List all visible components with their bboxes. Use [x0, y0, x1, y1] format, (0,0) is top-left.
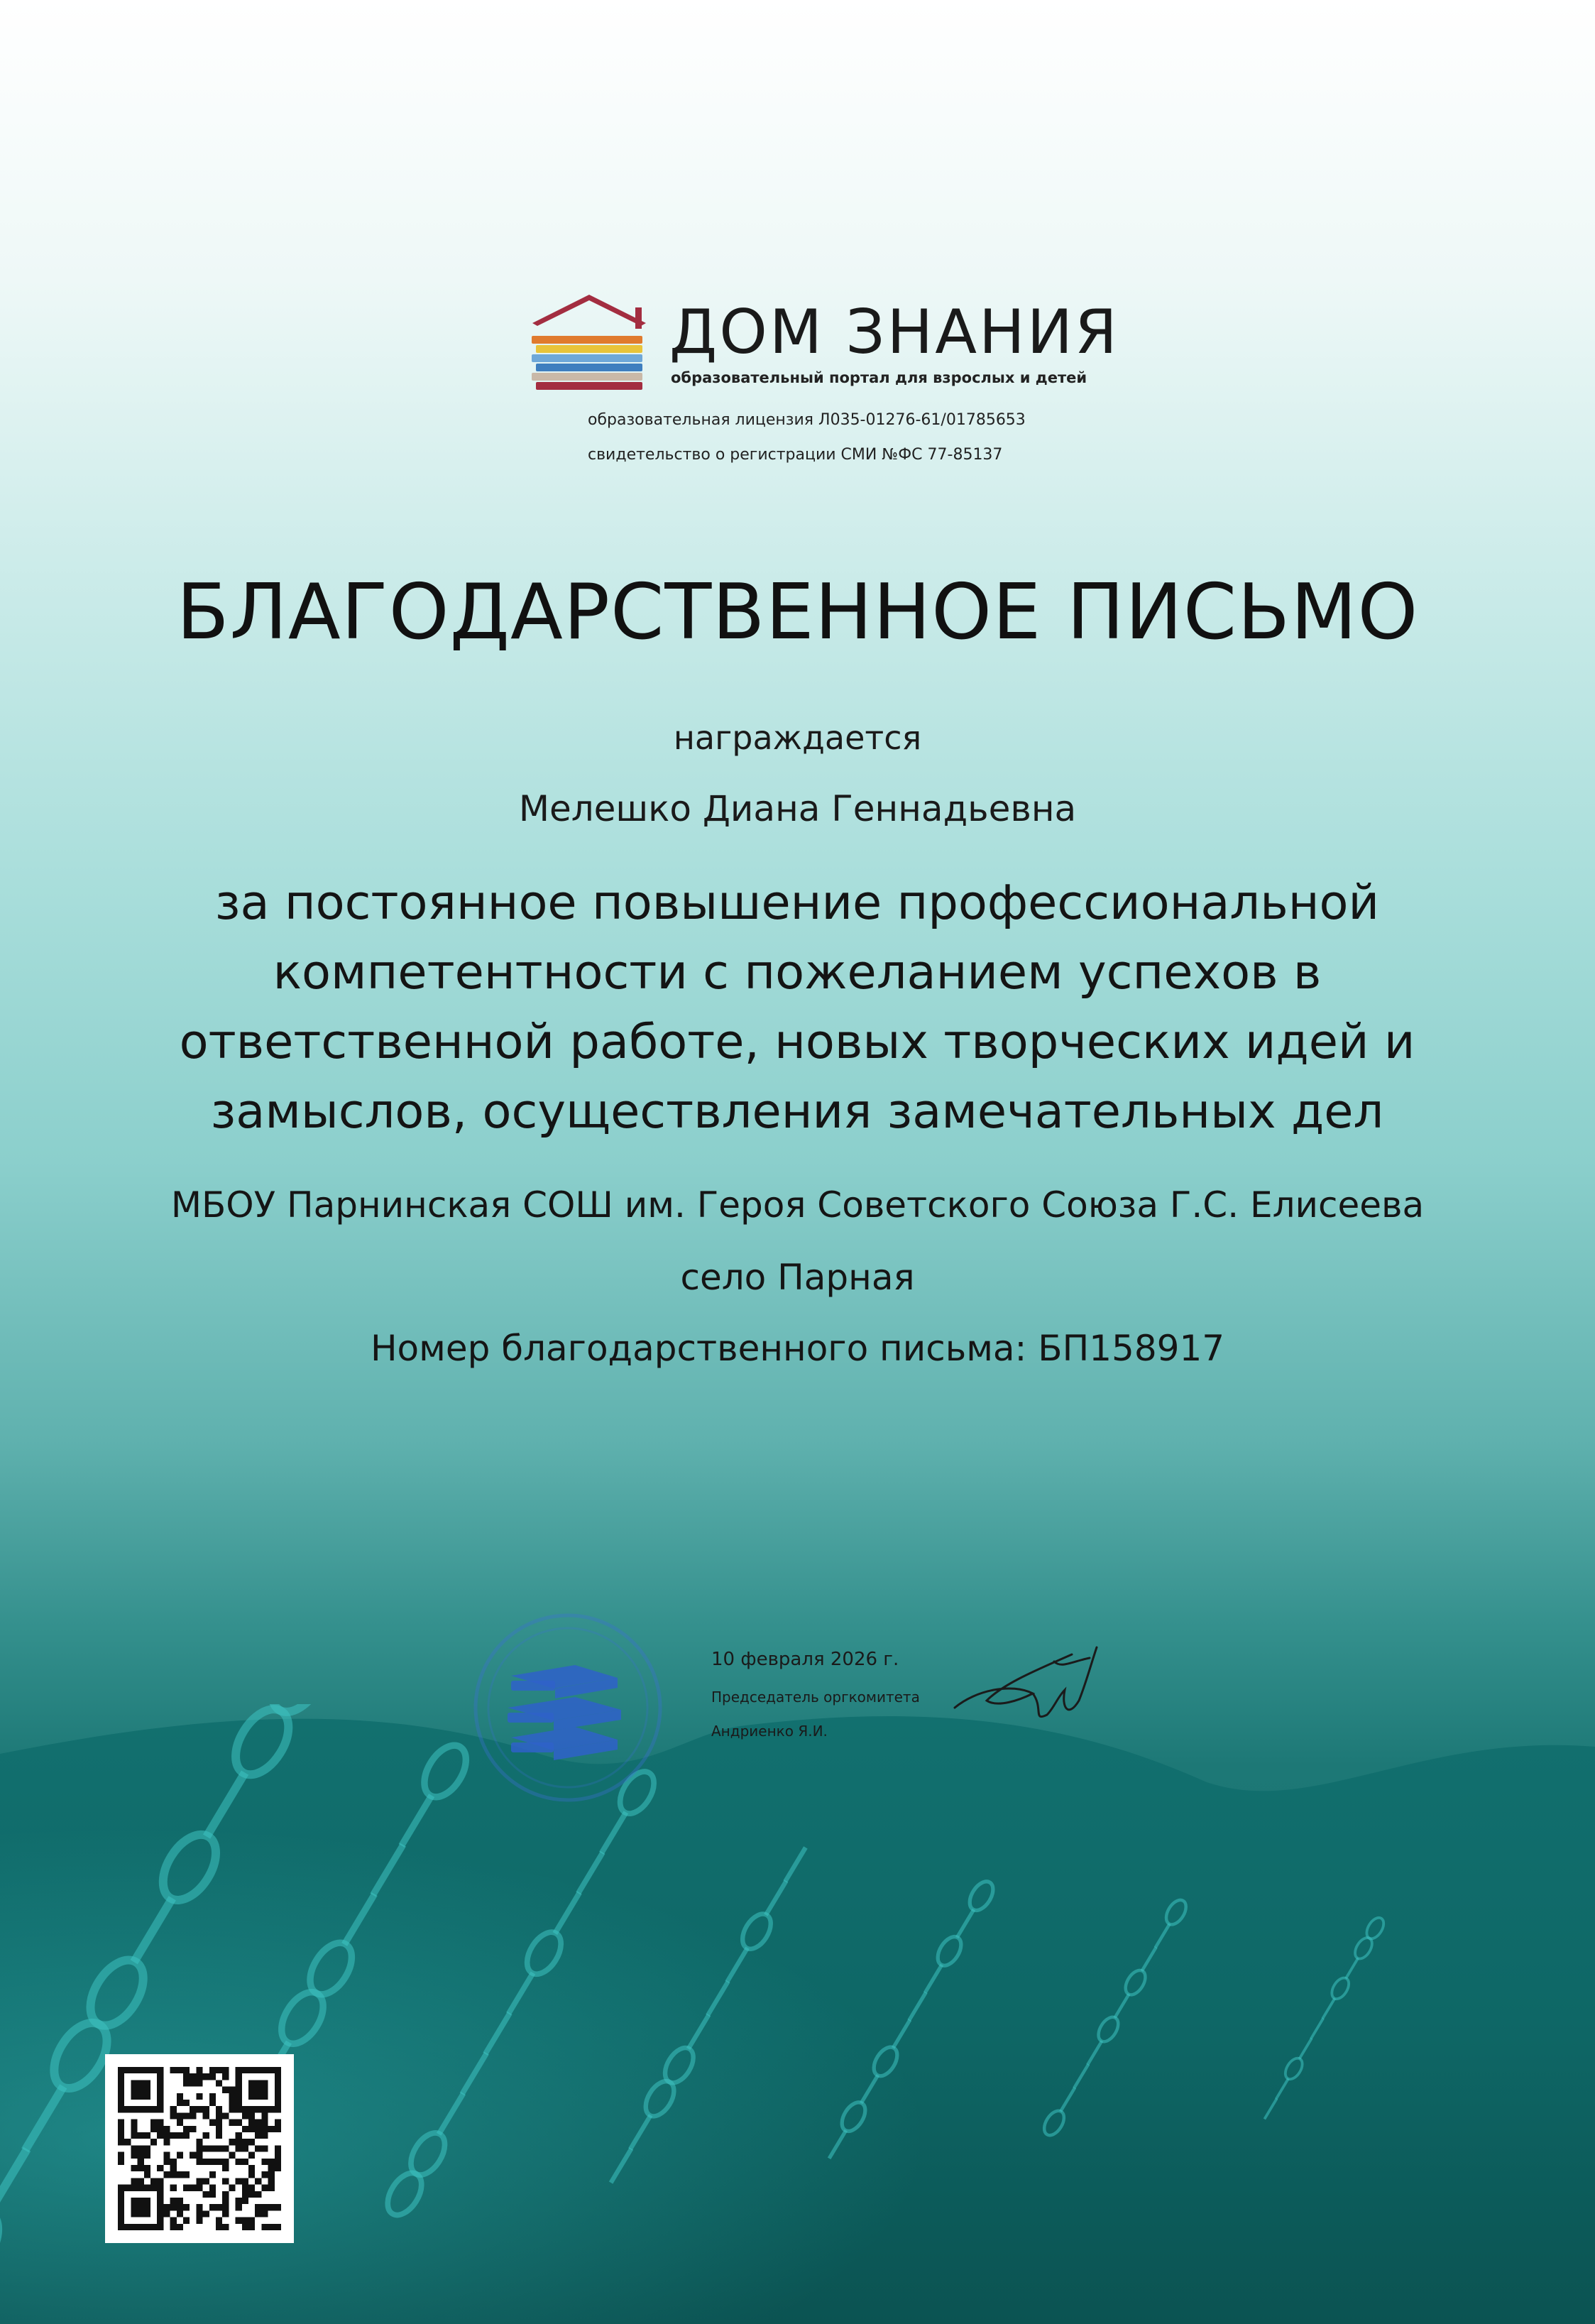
portal-logo-title: ДОМ ЗНАНИЯ — [669, 297, 1119, 368]
recipient-name: Мелешко Диана Геннадьевна — [518, 788, 1077, 829]
portal-logo-subtitle: образовательный портал для взрослых и детей — [671, 369, 1087, 386]
signer-role: Председатель оргкомитета — [711, 1689, 920, 1706]
award-reason: за постоянное повышение профессиональной компетентности с пожеланием успехов в ответственной работе, новых творческих идей и замыслов, осуществления замечательных дел — [179, 875, 1415, 1139]
qr-code-icon — [118, 2067, 281, 2230]
awarded-label: награждается — [673, 719, 922, 757]
organization-name: МБОУ Парнинская СОШ им. Героя Советского Союза Г.С. Елисеева — [170, 1184, 1425, 1226]
signature-date: 10 февраля 2026 г. — [711, 1649, 899, 1670]
letter-number: Номер благодарственного письма: БП158917 — [370, 1328, 1225, 1369]
document-title: БЛАГОДАРСТВЕННОЕ ПИСЬМО — [176, 568, 1419, 657]
books-stack-stamp-icon — [468, 1608, 667, 1807]
qr-code[interactable] — [105, 2054, 294, 2243]
license-line: образовательная лицензия Л035-01276-61/01785653 — [588, 411, 1026, 429]
house-of-books-logo-icon — [529, 295, 649, 391]
signer-name: Андриенко Я.И. — [711, 1723, 828, 1740]
handwritten-signature — [948, 1640, 1104, 1740]
media-registration-line: свидетельство о регистрации СМИ №ФС 77-85137 — [588, 446, 1003, 464]
locality: село Парная — [680, 1257, 915, 1298]
